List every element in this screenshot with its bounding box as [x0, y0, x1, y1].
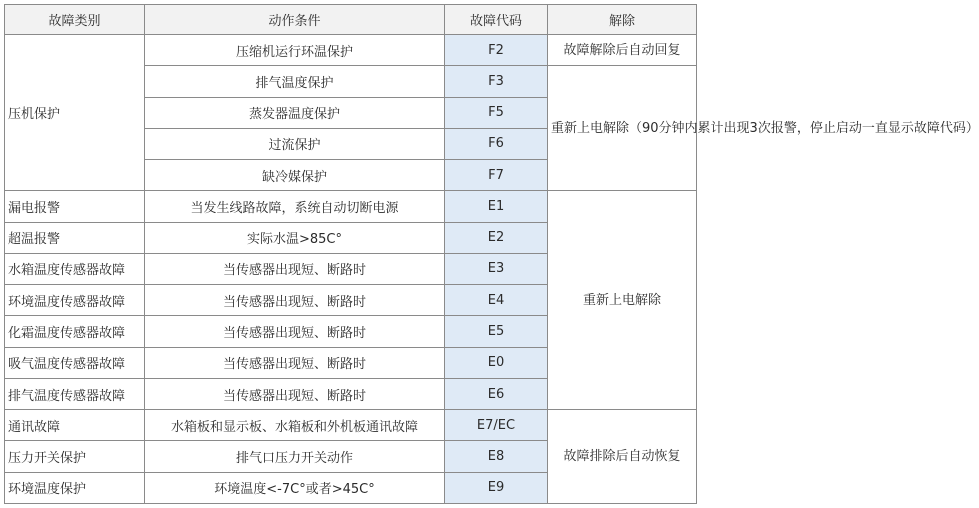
category-cell: 吸气温度传感器故障 [5, 347, 145, 378]
code-cell: E2 [445, 222, 548, 253]
condition-cell: 缺冷媒保护 [145, 160, 445, 191]
code-cell: F2 [445, 35, 548, 66]
code-cell: F3 [445, 66, 548, 97]
condition-cell: 环境温度<-7C°或者>45C° [145, 472, 445, 503]
fault-code-table [4, 4, 979, 504]
code-cell: E3 [445, 253, 548, 284]
code-cell: E7/EC [445, 410, 548, 441]
header-resolve: 解除 [548, 5, 697, 35]
code-cell: F5 [445, 97, 548, 128]
category-cell: 环境温度传感器故障 [5, 285, 145, 316]
condition-cell: 排气口压力开关动作 [145, 441, 445, 472]
category-cell: 超温报警 [5, 222, 145, 253]
code-cell: E4 [445, 285, 548, 316]
condition-cell: 当传感器出现短、断路时 [145, 378, 445, 409]
condition-cell: 当发生线路故障，系统自动切断电源 [145, 191, 445, 222]
category-cell: 化霜温度传感器故障 [5, 316, 145, 347]
resolve-cell: 重新上电解除（90分钟内累计出现3次报警，停止启动一直显示故障代码） [548, 66, 697, 191]
category-cell: 通讯故障 [5, 410, 145, 441]
condition-cell: 当传感器出现短、断路时 [145, 316, 445, 347]
code-cell: E1 [445, 191, 548, 222]
code-cell: F6 [445, 128, 548, 159]
condition-cell: 当传感器出现短、断路时 [145, 347, 445, 378]
header-row [5, 5, 697, 35]
resolve-cell: 故障解除后自动回复 [548, 35, 697, 66]
category-cell: 环境温度保护 [5, 472, 145, 503]
condition-cell: 实际水温>85C° [145, 222, 445, 253]
category-cell: 水箱温度传感器故障 [5, 253, 145, 284]
table-row [5, 410, 697, 441]
header-code: 故障代码 [445, 5, 548, 35]
code-cell: E5 [445, 316, 548, 347]
category-cell: 排气温度传感器故障 [5, 378, 145, 409]
resolve-cell: 故障排除后自动恢复 [548, 410, 697, 504]
resolve-cell: 重新上电解除 [548, 191, 697, 410]
condition-cell: 当传感器出现短、断路时 [145, 253, 445, 284]
code-cell: E8 [445, 441, 548, 472]
condition-cell: 压缩机运行环温保护 [145, 35, 445, 66]
code-cell: E6 [445, 378, 548, 409]
header-condition: 动作条件 [145, 5, 445, 35]
category-cell: 压力开关保护 [5, 441, 145, 472]
code-cell: E9 [445, 472, 548, 503]
table-row [5, 191, 697, 222]
condition-cell: 蒸发器温度保护 [145, 97, 445, 128]
condition-cell: 水箱板和显示板、水箱板和外机板通讯故障 [145, 410, 445, 441]
category-cell: 漏电报警 [5, 191, 145, 222]
code-cell: E0 [445, 347, 548, 378]
condition-cell: 当传感器出现短、断路时 [145, 285, 445, 316]
header-category: 故障类别 [5, 5, 145, 35]
table-row [5, 35, 697, 66]
code-cell: F7 [445, 160, 548, 191]
condition-cell: 排气温度保护 [145, 66, 445, 97]
condition-cell: 过流保护 [145, 128, 445, 159]
category-cell: 压机保护 [5, 35, 145, 191]
